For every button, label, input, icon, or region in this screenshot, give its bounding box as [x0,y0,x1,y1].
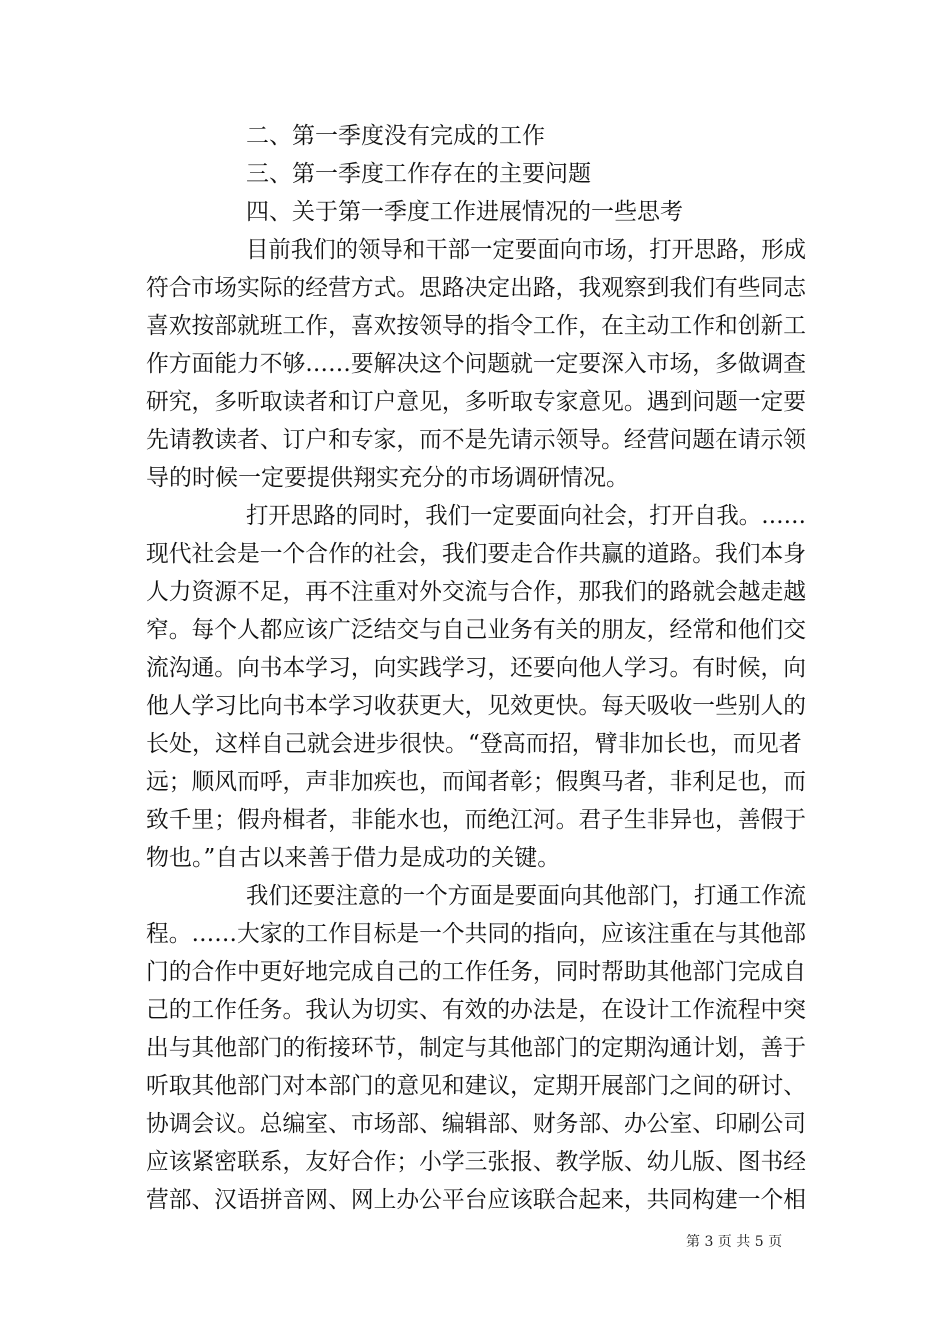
paragraph-line: 远；顺风而呼，声非加疾也，而闻者彰；假舆马者，非利足也，而 [146,769,806,795]
paragraph-line: 程。……大家的工作目标是一个共同的指向，应该注重在与其他部 [146,921,806,947]
paragraph-line: 营部、汉语拼音网、网上办公平台应该联合起来，共同构建一个相 [146,1187,806,1213]
paragraph-line: 先请教读者、订户和专家，而不是先请示领导。经营问题在请示领 [146,427,806,453]
paragraph-line: 他人学习比向书本学习收获更大，见效更快。每天吸收一些别人的 [146,693,806,719]
paragraph-line: 作方面能力不够……要解决这个问题就一定要深入市场，多做调查 [146,351,806,377]
paragraph-line: 我们还要注意的一个方面是要面向其他部门，打通工作流 [246,883,806,909]
paragraph-line: 物也。”自古以来善于借力是成功的关键。 [146,845,561,871]
paragraph-line: 喜欢按部就班工作，喜欢按领导的指令工作，在主动工作和创新工 [146,313,806,339]
section-heading-4: 四、关于第一季度工作进展情况的一些思考 [246,199,683,225]
paragraph-line: 协调会议。总编室、市场部、编辑部、财务部、办公室、印刷公司 [146,1111,806,1137]
section-heading-3: 三、第一季度工作存在的主要问题 [246,161,591,187]
paragraph-line: 致千里；假舟楫者，非能水也，而绝江河。君子生非异也，善假于 [146,807,806,833]
paragraph-line: 现代社会是一个合作的社会，我们要走合作共赢的道路。我们本身 [146,541,806,567]
paragraph-line: 门的合作中更好地完成自己的工作任务，同时帮助其他部门完成自 [146,959,806,985]
section-heading-2: 二、第一季度没有完成的工作 [246,123,545,149]
paragraph-line: 己的工作任务。我认为切实、有效的办法是，在设计工作流程中突 [146,997,806,1023]
paragraph-line: 听取其他部门对本部门的意见和建议，定期开展部门之间的研讨、 [146,1073,806,1099]
paragraph-line: 窄。每个人都应该广泛结交与自己业务有关的朋友，经常和他们交 [146,617,806,643]
paragraph-line: 目前我们的领导和干部一定要面向市场，打开思路，形成 [246,237,806,263]
paragraph-line: 人力资源不足，再不注重对外交流与合作，那我们的路就会越走越 [146,579,806,605]
paragraph-line: 应该紧密联系，友好合作；小学三张报、教学版、幼儿版、图书经 [146,1149,806,1175]
paragraph-line: 长处，这样自己就会进步很快。“登高而招，臂非加长也，而见者 [146,731,802,757]
paragraph-line: 流沟通。向书本学习，向实践学习，还要向他人学习。有时候，向 [146,655,806,681]
paragraph-line: 导的时候一定要提供翔实充分的市场调研情况。 [146,465,629,491]
page-number-footer: 第 3 页 共 5 页 [686,1234,783,1250]
paragraph-line: 符合市场实际的经营方式。思路决定出路，我观察到我们有些同志 [146,275,806,301]
paragraph-line: 研究，多听取读者和订户意见，多听取专家意见。遇到问题一定要 [146,389,806,415]
paragraph-line: 打开思路的同时，我们一定要面向社会，打开自我。…… [246,503,806,529]
paragraph-line: 出与其他部门的衔接环节，制定与其他部门的定期沟通计划，善于 [146,1035,806,1061]
